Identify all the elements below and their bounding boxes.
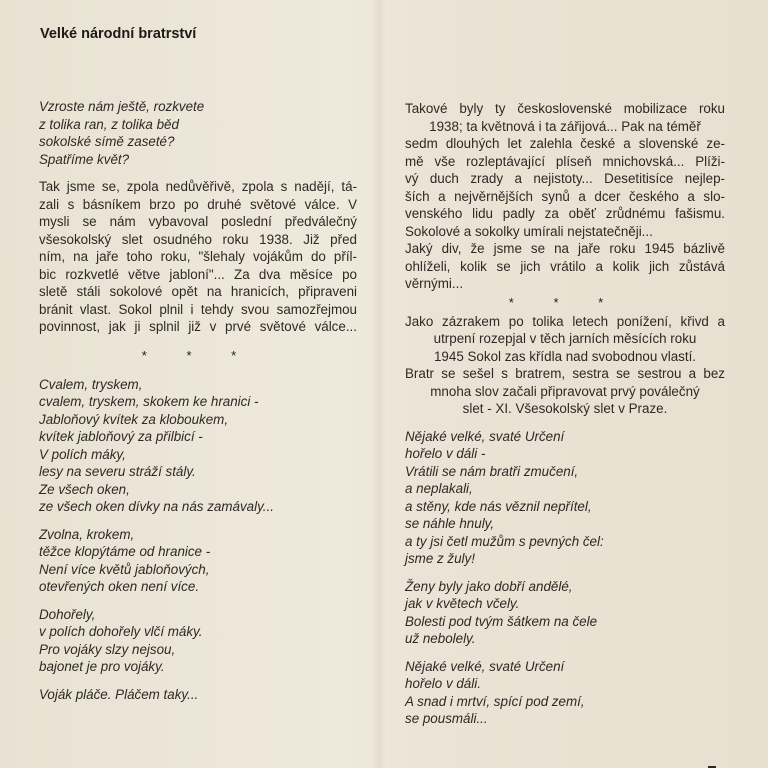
- poem-line: Voják pláče. Pláčem taky...: [39, 686, 199, 702]
- section-divider-stars: * * *: [508, 294, 622, 310]
- poem-line: už nebolely.: [405, 631, 476, 646]
- poem-line: Nějaké velké, svaté Určení: [405, 428, 565, 444]
- prose-line: Jako zázrakem po tolika letech ponížení, křivd a: [405, 313, 725, 329]
- page-gutter-shadow: [372, 0, 386, 768]
- prose-line: povinnost, jak ji splnil již v prvé světové válce...: [39, 319, 357, 334]
- prose-line: věrnými...: [405, 276, 464, 291]
- left-poem-stanza: [39, 526, 357, 596]
- poem-line: Cvalem, tryskem,: [39, 376, 143, 392]
- poem-line: Ženy byly jako dobří andělé,: [405, 578, 573, 594]
- poem-line: Nějaké velké, svaté Určení: [405, 658, 565, 674]
- poem-line: Bolesti pod tvým šátkem na čele: [405, 613, 598, 629]
- right-prose-paragraph: [405, 100, 725, 293]
- poem-line: Dohořely,: [39, 606, 96, 622]
- section-divider-stars: * * *: [141, 347, 255, 363]
- prose-line: zali s básníkem brzo po druhé světové válce. V: [39, 196, 357, 212]
- prose-line: mysli se nám vybavoval poslední předválečný: [39, 214, 357, 229]
- poem-line: otevřených oken není více.: [39, 579, 200, 594]
- poem-line: Ze všech oken,: [39, 481, 130, 497]
- poem-line: a neplakali,: [405, 481, 473, 496]
- poem-line: bajonet je pro vojáky.: [39, 659, 165, 674]
- poem-line: z tolika ran, z tolika běd: [39, 116, 179, 132]
- poem-line: ze všech oken dívky na nás zamávaly...: [39, 499, 274, 514]
- right-column: [405, 100, 725, 728]
- prose-line: vý duch zrady a nejistoty... Desetitisíce nejlep-: [405, 171, 725, 186]
- poem-line: A snad i mrtví, spící pod zemí,: [405, 693, 585, 709]
- prose-line: všesokolský slet osudného roku 1938. Již před: [39, 231, 357, 247]
- prose-line: ohlíželi, kolik se jich vrátilo a kolik jich zůstává: [405, 258, 725, 274]
- left-column: [39, 98, 357, 703]
- poem-line: Vzroste nám ještě, rozkvete: [39, 99, 205, 114]
- poem-line: Vrátili se nám bratři zmučení,: [405, 463, 579, 479]
- poem-line: cvalem, tryskem, skokem ke hranici -: [39, 394, 259, 409]
- prose-line: utrpení rozepjal v těch jarních měsících roku: [433, 331, 697, 346]
- prose-line: bránit vlast. Sokol plnil i tehdy svou samozřejmou: [39, 301, 357, 317]
- prose-line: Jaký div, že jsme se na jaře roku 1945 bázlivě: [405, 241, 725, 256]
- prose-line: bic rozkvetlé větve jabloní"... Za dva měsíce po: [39, 266, 357, 282]
- poem-line: Zvolna, krokem,: [39, 526, 135, 542]
- prose-line: 1938; ta květnová i ta zářijová... Pak na téměř: [429, 118, 701, 134]
- prose-line: Sokolové a sokolky umírali nejstatečněji...: [405, 223, 653, 239]
- prose-line: Tak jsme se, zpola nedůvěřivě, zpola s nadějí, tá-: [39, 179, 357, 194]
- left-poem-stanza: [39, 606, 357, 676]
- prose-line: venského lidu padly za oběť zrůdnému fašismu.: [405, 206, 725, 221]
- prose-line: Takové byly ty československé mobilizace roku: [405, 101, 725, 116]
- right-poem-stanza: [405, 428, 725, 568]
- poem-line: jsme z žuly!: [405, 551, 475, 566]
- prose-line: slet - XI. Všesokolský slet v Praze.: [462, 401, 668, 416]
- prose-line: mnoha slov začali připravovat prvý poválečný: [430, 383, 700, 399]
- left-poem-opening: [39, 98, 357, 168]
- poem-line: lesy na severu stráží stály.: [39, 464, 196, 479]
- right-prose-paragraph: [405, 313, 725, 418]
- prose-line: ších a nejvěrnějších synů a dcer českého a slo-: [405, 188, 725, 204]
- prose-line: ním, na jaře toho roku, "šlehaly vojákům do příl-: [39, 249, 357, 264]
- prose-line: 1945 Sokol zas křídla nad svobodnou vlastí.: [433, 348, 697, 364]
- poem-line: hořelo v dáli -: [405, 446, 486, 461]
- prose-line: sedm dlouhých let zalehla české a slovenské ze-: [405, 136, 725, 151]
- prose-line: Bratr se sešel s bratrem, sestra se sestrou a bez: [405, 366, 725, 381]
- poem-line: kvítek jabloňový za přilbicí -: [39, 429, 203, 444]
- poem-line: jak v květech včely.: [405, 596, 520, 611]
- poem-line: Jabloňový kvítek za kloboukem,: [39, 411, 229, 427]
- poem-line: sokolské símě zaseté?: [39, 134, 175, 149]
- poem-line: se pousmáli...: [405, 711, 488, 726]
- left-poem-stanza: [39, 376, 357, 516]
- right-poem-stanza: [405, 578, 725, 648]
- poem-line: v polích dohořely vlčí máky.: [39, 624, 203, 639]
- poem-line: Spatříme květ?: [39, 151, 130, 167]
- poem-line: V polích máky,: [39, 446, 126, 462]
- left-prose-paragraph: [39, 178, 357, 336]
- poem-line: Pro vojáky slzy nejsou,: [39, 641, 176, 657]
- poem-line: Není více květů jabloňových,: [39, 561, 210, 577]
- prose-line: sletě stáli sokolové opět na hranicích, připraveni: [39, 284, 357, 299]
- page-heading: Velké národní bratrství: [40, 26, 197, 42]
- poem-line: a stěny, kde nás věznil nepřítel,: [405, 498, 592, 514]
- poem-line: se náhle hnuly,: [405, 516, 495, 531]
- right-poem-stanza: [405, 658, 725, 728]
- prose-line: mě vše rozleptávající plíseň mnichovská... Plíži-: [405, 153, 725, 169]
- poem-line: těžce klopýtáme od hranice -: [39, 544, 211, 559]
- poem-line: hořelo v dáli.: [405, 676, 481, 691]
- left-poem-stanza: [39, 686, 357, 704]
- poem-line: a ty jsi četl mužům s pevných čel:: [405, 533, 604, 549]
